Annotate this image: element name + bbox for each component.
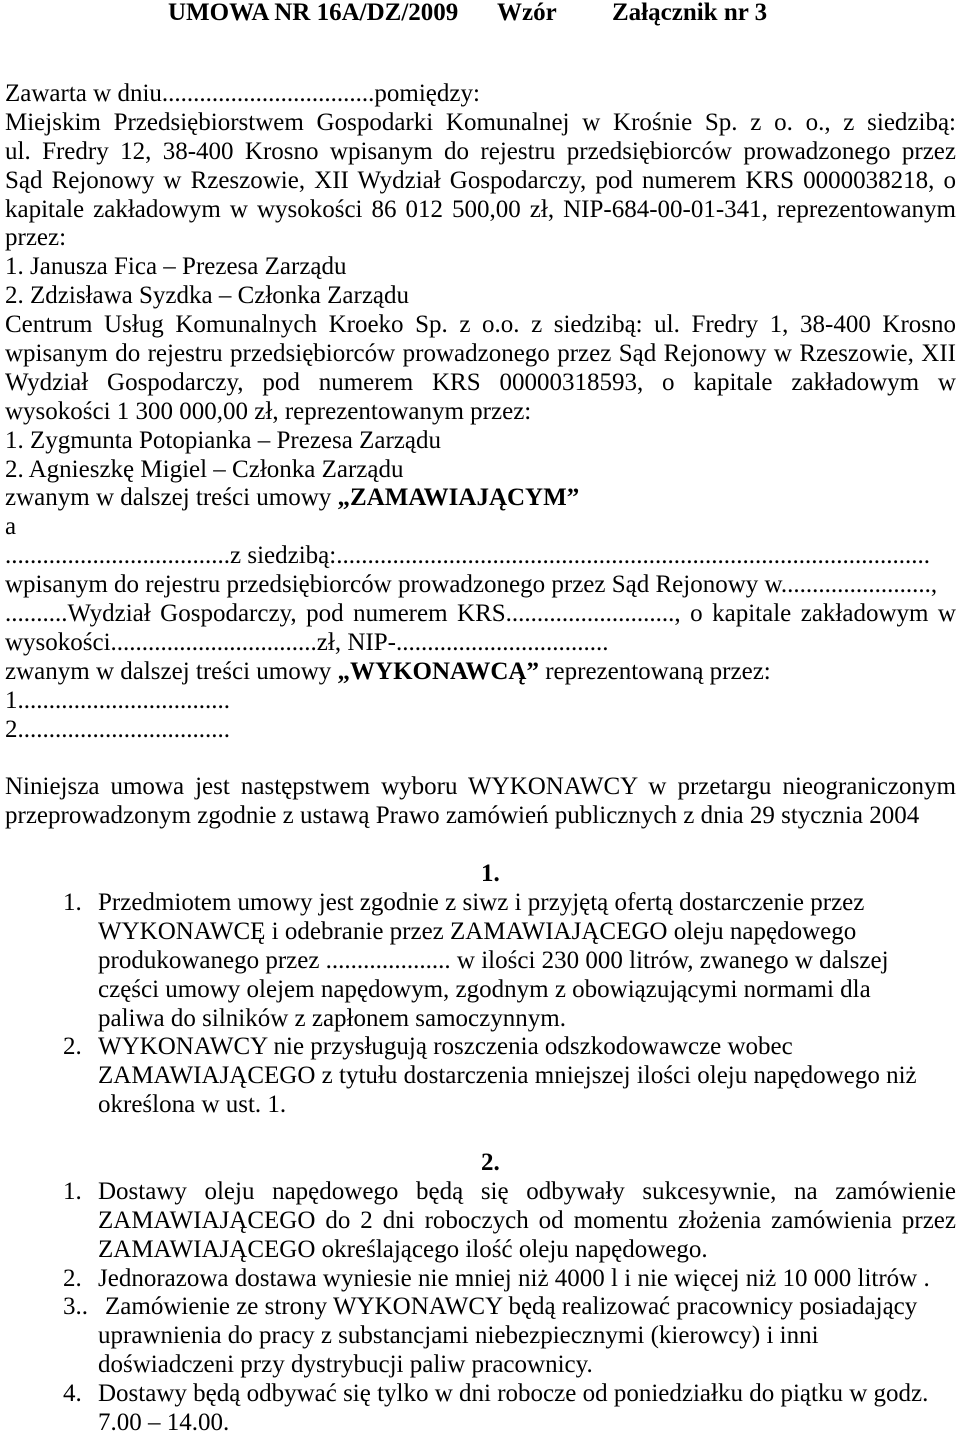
contract-body <box>5 80 956 1438</box>
list-item-line: ZAMAWIAJĄCEGO do 2 dni roboczych od momentu złożenia zamówienia przez <box>98 1206 956 1234</box>
company-2-line: wpisanym do rejestru przedsiębiorców prowadzonego przez Sąd Rejonowy w Rzeszowie, XII <box>5 340 956 368</box>
date-line: Zawarta w dniu..................................pomiędzy: <box>5 80 480 107</box>
attachment-label: Załącznik nr 3 <box>612 0 768 26</box>
contractor-line: ....................................z siedzibą:............................................................................................... <box>5 542 930 570</box>
section-heading: 2. <box>481 1148 500 1176</box>
section-1 <box>5 860 956 1120</box>
list-item-line: doświadczeni przy dystrybucji paliw pracownicy. <box>98 1351 593 1379</box>
company-2-line: Centrum Usług Komunalnych Kroeko Sp. z o.o. z siedzibą: ul. Fredry 1, 38-400 Krosno <box>5 311 956 339</box>
company-1-line: Sąd Rejonowy w Rzeszowie, XII Wydział Gospodarczy, pod numerem KRS 0000038218, o <box>5 166 956 194</box>
section-heading: 1. <box>481 860 500 888</box>
basis-line: przeprowadzonym zgodnie z ustawą Prawo zamówień publicznych z dnia 29 stycznia 2004 <box>5 802 920 830</box>
company-1-line: przez: <box>5 224 67 252</box>
list-item-line: uprawnienia do pracy z substancjami niebezpiecznymi (kierowcy) i inni <box>98 1322 819 1350</box>
spacer <box>5 1120 956 1149</box>
list-item-line: WYKONAWCY nie przysługują roszczenia odszkodowawcze wobec <box>98 1033 793 1061</box>
list-item-line: Przedmiotem umowy jest zgodnie z siwz i przyjętą ofertą dostarczenie przez <box>98 888 865 916</box>
ordering-party-company-2 <box>5 311 956 484</box>
contract-basis <box>5 773 956 831</box>
company-1-representative: 1. Janusza Fica – Prezesa Zarządu <box>5 253 347 281</box>
list-item-line: określona w ust. 1. <box>98 1091 287 1119</box>
basis-line: Niniejsza umowa jest następstwem wyboru WYKONAWCY w przetargu nieograniczonym <box>5 773 956 801</box>
list-item-line: ZAMAWIAJĄCEGO określającego ilość oleju napędowego. <box>98 1235 708 1263</box>
list-item <box>5 1265 956 1294</box>
company-2-line: Wydział Gospodarczy, pod numerem KRS 00000318593, o kapitale zakładowym w <box>5 368 956 396</box>
contractor-line: wysokości.................................zł, NIP-.................................. <box>5 628 609 656</box>
list-item-number: 1. <box>63 1177 82 1205</box>
spacer <box>5 744 956 773</box>
template-label: Wzór <box>497 0 557 26</box>
ordering-party-company-1 <box>5 109 956 311</box>
list-item-number: 1. <box>63 888 82 916</box>
contractor-role: „WYKONAWCĄ” <box>337 657 539 685</box>
company-2-representative: 2. Agnieszkę Migiel – Członka Zarządu <box>5 455 404 483</box>
contractor-block <box>5 542 956 744</box>
list-item-line: Dostawy będą odbywać się tylko w dni robocze od poniedziałku do piątku w godz. <box>98 1380 929 1408</box>
document-header <box>0 0 960 26</box>
ordering-party-designation-line <box>5 484 956 513</box>
list-item-line: Dostawy oleju napędowego będą się odbywały sukcesywnie, na zamówienie <box>98 1177 956 1205</box>
list-item <box>5 1380 956 1438</box>
list-item-number: 4. <box>63 1380 82 1408</box>
contractor-representative: 1.................................. <box>5 686 230 714</box>
list-item-line: ZAMAWIAJĄCEGO z tytułu dostarczenia mniejszej ilości oleju napędowego niż <box>98 1062 917 1090</box>
contract-number-title: UMOWA NR 16A/DZ/2009 <box>168 0 459 26</box>
list-item-line: Zamówienie ze strony WYKONAWCY będą realizować pracownicy posiadający <box>105 1293 918 1321</box>
list-item-line: 7.00 – 14.00. <box>98 1408 230 1436</box>
list-item-number: 2. <box>63 1033 82 1061</box>
company-1-representative: 2. Zdzisława Syzdka – Członka Zarządu <box>5 282 410 310</box>
list-item-line: produkowanego przez .................... w ilości 230 000 litrów, zwanego w dalszej <box>98 946 889 974</box>
company-1-line: kapitale zakładowym w wysokości 86 012 500,00 zł, NIP-684-00-01-341, reprezentowanym <box>5 195 956 223</box>
list-item-line: Jednorazowa dostawa wyniesie nie mniej niż 4000 l i nie więcej niż 10 000 litrów . <box>98 1264 930 1292</box>
list-item-line: paliwa do silników z zapłonem samoczynnym. <box>98 1004 566 1032</box>
company-2-line: wysokości 1 300 000,00 zł, reprezentowanym przez: <box>5 397 532 425</box>
list-item <box>5 1293 956 1380</box>
contractor-line: wpisanym do rejestru przedsiębiorców prowadzonego przez Sąd Rejonowy w........................, <box>5 571 938 599</box>
list-item <box>5 889 956 1033</box>
list-item <box>5 1033 956 1120</box>
list-item-number: 3.. <box>63 1293 88 1321</box>
company-1-line: Miejskim Przedsiębiorstwem Gospodarki Komunalnej w Krośnie Sp. z o. o., z siedzibą: <box>5 108 956 136</box>
company-2-representative: 1. Zygmunta Potopianka – Prezesa Zarządu <box>5 426 441 454</box>
contractor-line: ..........Wydział Gospodarczy, pod numerem KRS..........................., o kapitale zakładowym w <box>5 600 956 628</box>
list-item <box>5 1178 956 1265</box>
section-2 <box>5 1149 956 1438</box>
designation-suffix: reprezentowaną przez: <box>538 657 771 685</box>
spacer <box>5 831 956 860</box>
ordering-party-role: „ZAMAWIAJĄCYM” <box>337 484 580 512</box>
contractor-representative: 2.................................. <box>5 715 230 743</box>
list-item-line: części umowy olejem napędowym, zgodnym z obowiązującymi normami dla <box>98 975 871 1003</box>
conjunction: a <box>5 513 17 541</box>
designation-prefix: zwanym w dalszej treści umowy <box>5 484 338 512</box>
designation-prefix: zwanym w dalszej treści umowy <box>5 657 338 685</box>
list-item-line: WYKONAWCĘ i odebranie przez ZAMAWIAJĄCEGO oleju napędowego <box>98 917 857 945</box>
list-item-number: 2. <box>63 1264 82 1292</box>
company-1-line: ul. Fredry 12, 38-400 Krosno wpisanym do rejestru przedsiębiorców prowadzonego przez <box>5 137 956 165</box>
contractor-designation-line <box>5 658 956 687</box>
